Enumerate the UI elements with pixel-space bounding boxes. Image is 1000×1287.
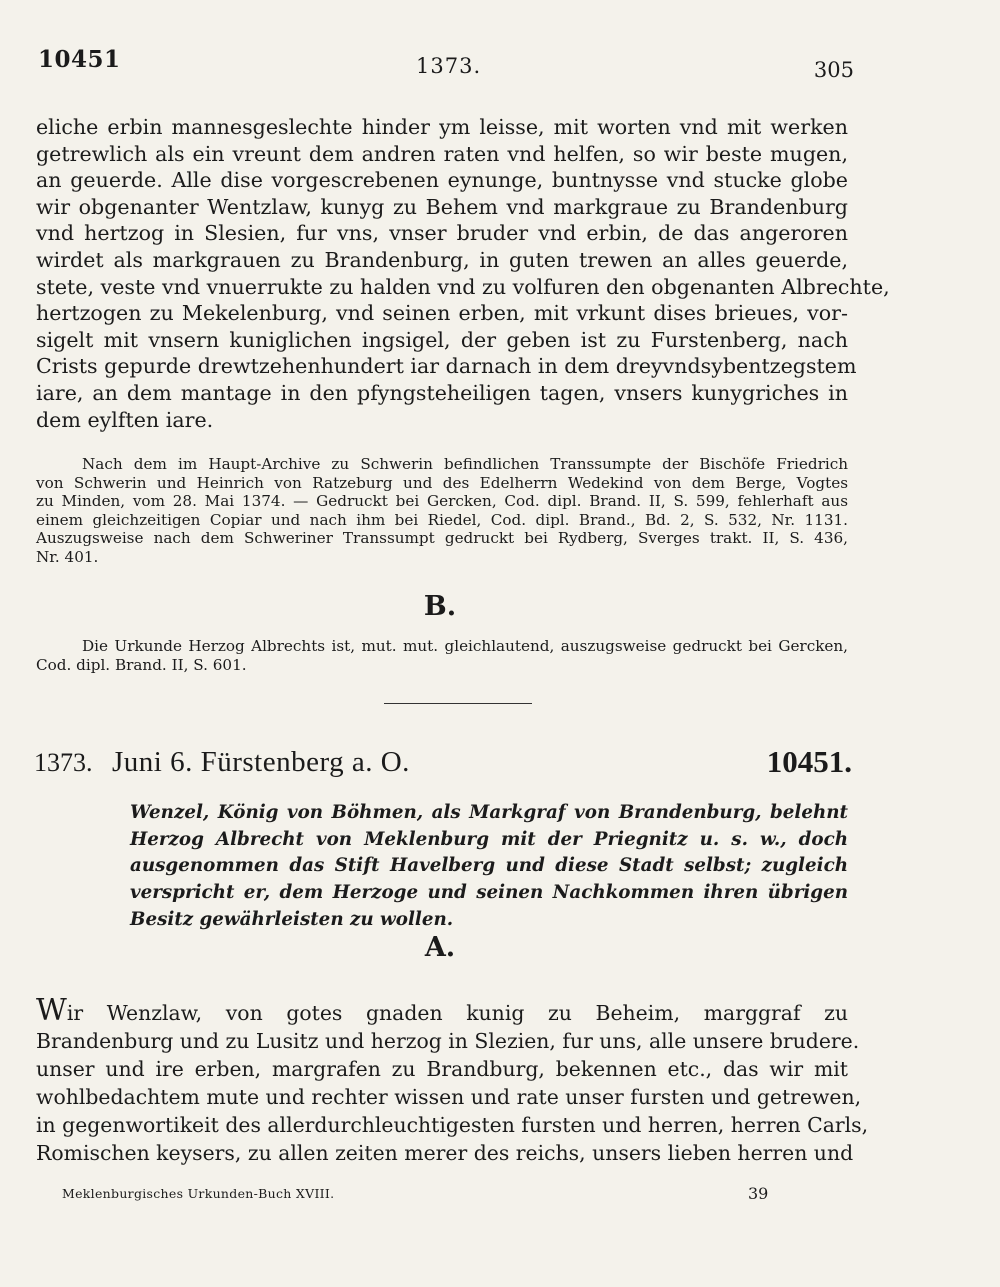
note-line: von Schwerin und Heinrich von Ratzeburg und des Edelherrn Wedekind von dem Berge, Vogtes	[36, 473, 848, 492]
note-line: Cod. dipl. Brand. II, S. 601.	[36, 655, 247, 674]
text-line: stete, veste vnd vnuerrukte zu halden vnd zu volfuren den obgenanten Albrechte,	[36, 274, 890, 299]
text-line: unser und ire erben, margrafen zu Brandburg, bekennen etc., das wir mit	[36, 1056, 848, 1081]
charter-abstract	[130, 800, 848, 934]
text-line: wirdet als markgrauen zu Brandenburg, in guten trewen an alles geuerde,	[36, 247, 848, 272]
text-line	[36, 993, 848, 1028]
page-footer	[62, 1184, 782, 1208]
text-line: eliche erbin mannesgeslechte hinder ym leisse, mit worten vnd mit werken	[36, 115, 848, 139]
charter-number: 10451.	[766, 744, 852, 779]
abstract-line: Besitz gewährleisten zu wollen.	[130, 908, 454, 930]
note-line: Nr. 401.	[36, 547, 99, 566]
header-page-number: 305	[813, 58, 854, 82]
drop-capital: W	[36, 993, 67, 1028]
text-line: vnd hertzog in Slesien, fur vns, vnser bruder vnd erbin, de das angeroren	[36, 221, 848, 246]
text-line: wir obgenanter Wentzlaw, kunyg zu Behem vnd markgraue zu Brandenburg	[36, 194, 848, 219]
footer-book-title: Meklenburgisches Urkunden-Buch XVIII.	[62, 1186, 335, 1201]
text-line: hertzogen zu Mekelenburg, vnd seinen erben, mit vrkunt dises brieues, vor-	[36, 301, 848, 326]
text-line: Crists gepurde drewtzehenhundert iar darnach in dem dreyvndsybentzegstem	[36, 354, 857, 379]
note-line: zu Minden, vom 28. Mai 1374. — Gedruckt bei Gercken, Cod. dipl. Brand. II, S. 599, fehlerhaft aus	[36, 492, 848, 510]
charter-text-continuation	[36, 114, 890, 433]
note-line: Auszugsweise nach dem Schweriner Transsumpt gedruckt bei Rydberg, Sverges trakt. II, S. 436,	[36, 529, 848, 547]
text-line: Brandenburg und zu Lusitz und herzog in Slezien, fur uns, alle unsere brudere.	[36, 1028, 860, 1053]
abstract-line: Wenzel, König von Böhmen, als Markgraf von Brandenburg, belehnt	[130, 802, 848, 823]
note-line: Die Urkunde Herzog Albrechts ist, mut. mut. gleichlautend, auszugsweise gedruckt bei Gercken,	[82, 637, 848, 655]
note-line: einem gleichzeitigen Copiar und nach ihm bei Riedel, Cod. dipl. Brand., Bd. 2, S. 532, Nr. 1131.	[36, 510, 848, 529]
text-line: wohlbedachtem mute und rechter wissen und rate unser fursten und getrewen,	[36, 1084, 862, 1109]
charter-heading	[34, 742, 852, 786]
text-line: an geuerde. Alle dise vorgescrebenen eynunge, buntnysse vnd stucke globe	[36, 168, 848, 193]
text-line: in gegenwortikeit des allerdurchleuchtigesten fursten und herren, herren Carls,	[36, 1112, 869, 1137]
first-line-text: ir Wenzlaw, von gotes gnaden kunig zu Beheim, marggraf zu	[66, 1001, 848, 1025]
text-line: sigelt mit vnsern kuniglichen ingsigel, der geben ist zu Furstenberg, nach	[36, 327, 848, 352]
separator-rule	[384, 703, 532, 704]
text-line: dem eylften iare.	[36, 407, 214, 432]
charter-year: 1373.	[34, 748, 93, 777]
text-line: iare, an dem mantage in den pfyngsteheiligen tagen, vnsers kunygriches in	[36, 380, 848, 405]
charter-date-place: Juni 6. Fürstenberg a. O.	[112, 746, 410, 778]
abstract-line: Herzog Albrecht von Meklenburg mit der Priegnitz u. s. w., doch	[130, 828, 848, 850]
abstract-line: verspricht er, dem Herzoge und seinen Nachkommen ihren übrigen	[130, 882, 848, 904]
header-year: 1373.	[416, 54, 482, 78]
header-document-number: 10451	[38, 46, 121, 73]
footer-signature-mark: 39	[748, 1184, 769, 1203]
charter-text-a	[36, 993, 869, 1167]
abstract-line: ausgenommen das Stift Havelberg und diese Stadt selbst; zugleich	[130, 855, 848, 877]
section-b-note	[36, 637, 848, 674]
section-heading-b: B.	[423, 591, 457, 622]
text-line: Romischen keysers, zu allen zeiten merer des reichs, unsers lieben herren und	[36, 1140, 854, 1165]
text-line: getrewlich als ein vreunt dem andren raten vnd helfen, so wir beste mugen,	[36, 141, 848, 166]
note-line: Nach dem im Haupt-Archive zu Schwerin befindlichen Transsumpte der Bischöfe Friedrich	[82, 455, 848, 473]
section-heading-a: A.	[424, 932, 456, 963]
running-header	[38, 46, 854, 86]
source-note	[36, 455, 848, 566]
